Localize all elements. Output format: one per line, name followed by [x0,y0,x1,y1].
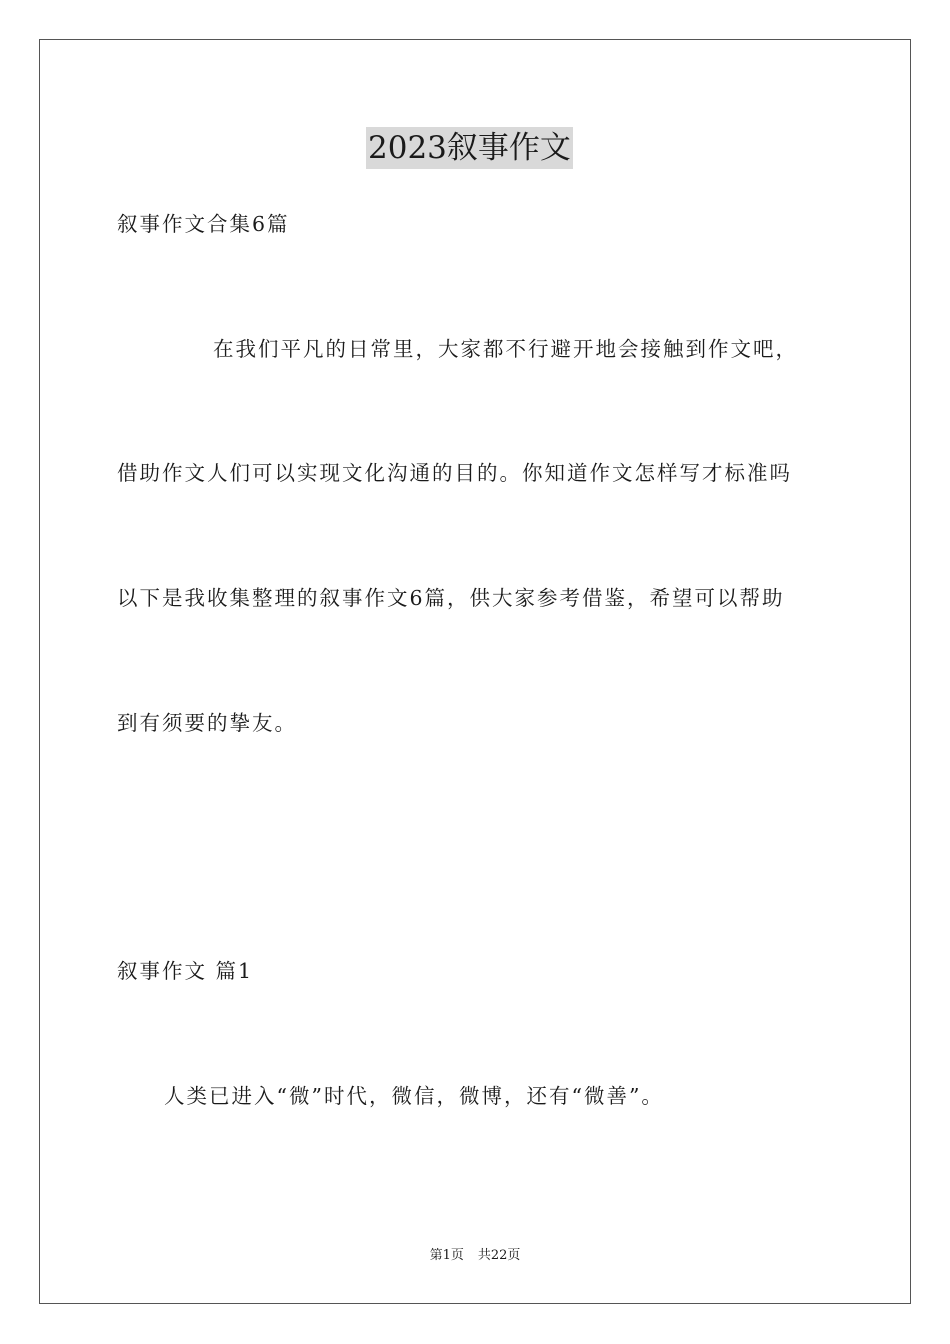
page-footer [0,1247,950,1265]
page-total: 共22页 [477,1248,521,1263]
intro-line-4: 到有须要的挚友。 [117,711,297,735]
section-first-line: 人类已进入“微”时代，微信，微博，还有“微善”。 [164,1084,664,1108]
document-title: 2023叙事作文 [366,127,573,169]
document-subtitle: 叙事作文合集6篇 [117,212,290,236]
intro-line-2: 借助作文人们可以实现文化沟通的目的。你知道作文怎样写才标准吗 [117,461,792,485]
intro-line-1: 在我们平凡的日常里，大家都不行避开地会接触到作文吧， [213,337,798,361]
page-number: 第1页 [429,1248,464,1263]
intro-line-3: 以下是我收集整理的叙事作文6篇，供大家参考借鉴，希望可以帮助 [117,586,785,610]
section-heading: 叙事作文 篇1 [117,959,254,983]
